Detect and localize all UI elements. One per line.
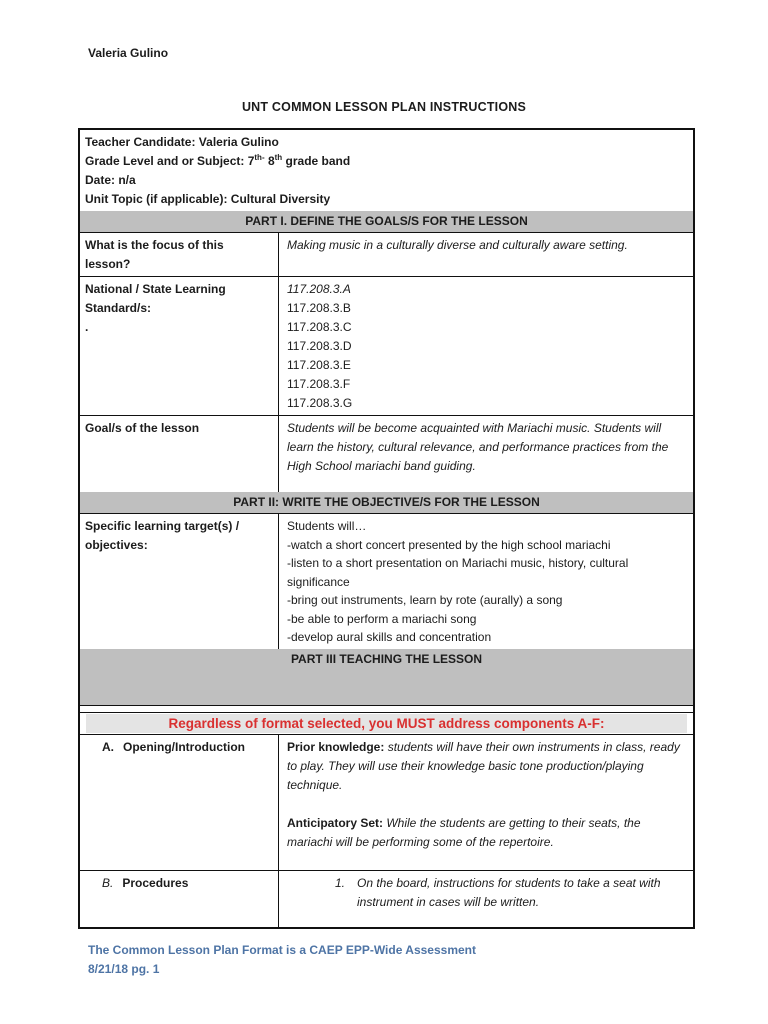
standards-row <box>80 276 693 415</box>
info-row <box>80 130 693 211</box>
footer-date-page: 8/21/18 pg. 1 <box>88 962 160 976</box>
procedure-text: On the board, instructions for students to take a seat with instrument in cases will be written. <box>357 875 661 909</box>
standards-list <box>279 277 693 415</box>
section-b-label <box>80 871 279 927</box>
focus-row <box>80 232 693 276</box>
section-b-letter: B. <box>102 875 114 890</box>
info-cell <box>80 130 693 211</box>
grade-mid: 8 <box>264 154 275 168</box>
section-a-label <box>80 735 279 870</box>
procedure-number: 1. <box>335 875 346 890</box>
standards-label: National / State Learning Standard/s: <box>85 282 226 315</box>
section-b-title: Procedures <box>122 875 189 890</box>
standards-label-cell <box>80 277 279 415</box>
prior-knowledge-text: students will have their own instruments in class, ready to play. They will use their knowledge basic tone production/playing technique. <box>287 739 680 792</box>
focus-label: What is the focus of this lesson? <box>80 233 279 276</box>
prior-knowledge-label: Prior knowledge: <box>287 739 385 754</box>
teacher-candidate-line: Teacher Candidate: Valeria Gulino <box>85 135 279 149</box>
section-a-title: Opening/Introduction <box>123 739 245 754</box>
objective-line: -be able to perform a mariachi song <box>287 611 477 626</box>
section-a-row <box>80 734 693 870</box>
page-title: UNT COMMON LESSON PLAN INSTRUCTIONS <box>241 100 527 114</box>
standard-item: 117.208.3.D <box>287 339 352 353</box>
section-a-content <box>279 735 693 870</box>
anticipatory-set-paragraph <box>287 814 683 852</box>
components-notice: Regardless of format selected, you MUST address components A-F: <box>86 714 687 733</box>
lesson-plan-table <box>78 128 695 929</box>
anticipatory-set-text: While the students are getting to their seats, the mariachi will be performing some of the repertoire. <box>287 815 641 849</box>
objectives-list <box>279 514 693 649</box>
grade-prefix: Grade Level and or Subject: 7 <box>85 154 255 168</box>
standards-label-note: . <box>85 320 89 334</box>
part2-banner: PART II: WRITE THE OBJECTIVE/S FOR THE LESSON <box>80 492 693 513</box>
objective-line: -bring out instruments, learn by rote (aurally) a song <box>287 593 563 607</box>
footer-note: The Common Lesson Plan Format is a CAEP EPP-Wide Assessment <box>88 943 476 957</box>
objective-line: -watch a short concert presented by the high school mariachi <box>287 537 611 552</box>
goals-row <box>80 415 693 492</box>
grade-superscript-1: th- <box>254 153 265 162</box>
spacer-row <box>80 705 693 712</box>
grade-superscript-2: th <box>274 153 283 162</box>
standard-item: 117.208.3.B <box>287 301 351 315</box>
page-footer <box>88 941 476 979</box>
components-notice-row <box>80 712 693 734</box>
standard-item: 117.208.3.A <box>287 282 351 296</box>
focus-value: Making music in a culturally diverse and culturally aware setting. <box>287 238 628 252</box>
objective-line: -listen to a short presentation on Mariachi music, history, cultural significance <box>287 556 629 589</box>
section-b-row <box>80 870 693 927</box>
date-line: Date: n/a <box>85 173 136 187</box>
objective-line: Students will… <box>287 519 367 533</box>
objective-line: -develop aural skills and concentration <box>287 630 492 644</box>
unit-topic-line: Unit Topic (if applicable): Cultural Diversity <box>85 192 331 206</box>
prior-knowledge-paragraph <box>287 738 683 795</box>
grade-level-line <box>85 152 687 171</box>
standard-item: 117.208.3.F <box>287 377 351 391</box>
objectives-label: Specific learning target(s) / objectives: <box>80 514 279 649</box>
section-a-letter: A. <box>102 739 114 754</box>
goals-label: Goal/s of the lesson <box>80 416 279 492</box>
grade-suffix: grade band <box>282 154 351 168</box>
goals-value: Students will be become acquainted with Mariachi music. Students will learn the history, cultural relevance, and performance practices from the High School mariachi band guiding. <box>287 421 669 473</box>
blank-line <box>287 795 683 814</box>
objectives-row <box>80 513 693 649</box>
part1-banner: PART I. DEFINE THE GOALS/S FOR THE LESSON <box>80 211 693 232</box>
procedure-item <box>287 874 683 912</box>
part3-banner: PART III TEACHING THE LESSON <box>80 649 693 705</box>
standard-item: 117.208.3.G <box>287 396 353 410</box>
standard-item: 117.208.3.E <box>287 358 351 372</box>
section-b-content <box>279 871 693 927</box>
standard-item: 117.208.3.C <box>287 320 352 334</box>
author-name: Valeria Gulino <box>88 46 169 60</box>
anticipatory-set-label: Anticipatory Set: <box>287 815 384 830</box>
